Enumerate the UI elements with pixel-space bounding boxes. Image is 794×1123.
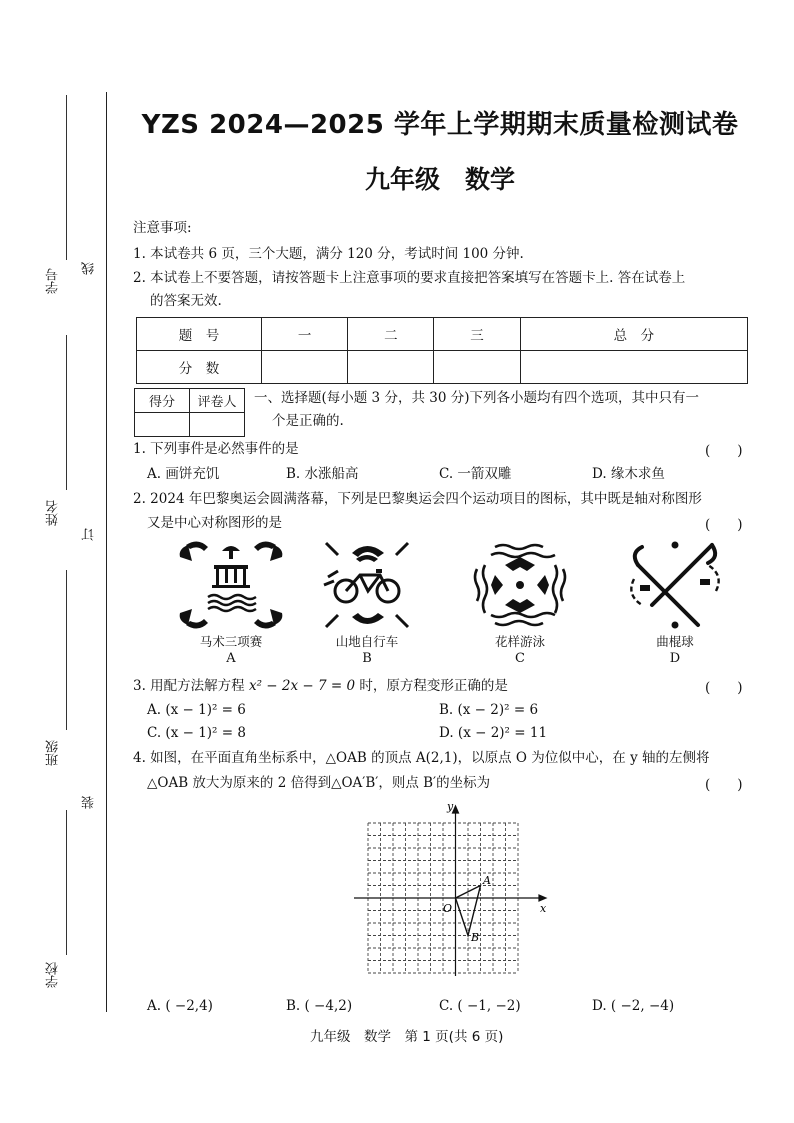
score-header-label: 题 号: [137, 318, 262, 351]
q4-stem: 4. 如图，在平面直角坐标系中，△OAB 的顶点 A(2,1)，以原点 O 为位似中心，在 y 轴的左侧将: [133, 750, 710, 766]
class-blank[interactable]: [66, 570, 67, 730]
q2-stem: 2. 2024 年巴黎奥运会圆满落幕，下列是巴黎奥运会四个运动项目的图标，其中既是轴对称图形: [133, 491, 702, 507]
score-row-label: 分 数: [137, 351, 262, 384]
q2-letter-c: C: [515, 651, 525, 666]
notes-heading: 注意事项:: [133, 220, 192, 236]
q3-option-d: D. (x − 2)² = 11: [439, 725, 548, 741]
notes-item-1: 1. 本试卷共 6 页，三个大题，满分 120 分，考试时间 100 分钟.: [133, 246, 524, 262]
q1-answer-blank[interactable]: ( ): [705, 443, 743, 459]
q4-option-d: D. ( −2, −4): [592, 998, 675, 1014]
grader-table: [134, 388, 245, 437]
q4-option-a: A. ( −2,4): [147, 998, 213, 1014]
q4-option-b: B. ( −4,2): [286, 998, 353, 1014]
name-blank[interactable]: [66, 335, 67, 490]
q4-coordinate-figure: [350, 798, 560, 980]
artistic-swimming-icon: [465, 535, 575, 635]
score-header-2: 二: [348, 318, 434, 351]
page-footer: 九年级 数学 第 1 页(共 6 页): [310, 1029, 504, 1045]
q3-option-b: B. (x − 2)² = 6: [439, 702, 539, 718]
mountain-bike-icon: [312, 535, 422, 635]
q3-equation: x² − 2x − 7 = 0: [248, 678, 356, 694]
score-table: [136, 317, 748, 384]
student-id-label: 学号: [46, 268, 61, 294]
q3-answer-blank[interactable]: ( ): [705, 680, 743, 696]
q2-caption-d: 曲棍球: [656, 634, 694, 649]
grader-reviewer-label: 评卷人: [190, 389, 245, 413]
score-header-total: 总 分: [520, 318, 747, 351]
notes-item-2-cont: 的答案无效.: [150, 293, 222, 309]
q2-answer-blank[interactable]: ( ): [705, 517, 743, 533]
q1-stem: 1. 下列事件是必然事件的是: [133, 441, 299, 457]
q4-point-o: O: [443, 902, 453, 915]
exam-title: YZS 2024—2025 学年上学期期末质量检测试卷: [141, 110, 739, 140]
q4-point-b: B: [471, 931, 480, 944]
school-blank[interactable]: [66, 810, 67, 955]
notes-item-2: 2. 本试卷上不要答题，请按答题卡上注意事项的要求直接把答案填写在答题卡上. 答在试卷上: [133, 270, 686, 286]
q4-answer-blank[interactable]: ( ): [705, 777, 743, 793]
section1-heading-cont: 个是正确的.: [272, 413, 344, 429]
q2-letter-a: A: [226, 651, 236, 666]
score-cell-total[interactable]: [520, 351, 747, 384]
q1-option-d: D. 缘木求鱼: [592, 466, 665, 482]
q4-option-c: C. ( −1, −2): [439, 998, 521, 1014]
q1-option-b: B. 水涨船高: [286, 466, 359, 482]
grader-reviewer-cell[interactable]: [190, 413, 245, 437]
q1-option-c: C. 一箭双雕: [439, 466, 512, 482]
q3-option-a: A. (x − 1)² = 6: [147, 702, 246, 718]
q1-option-a: A. 画饼充饥: [147, 466, 220, 482]
score-cell-3[interactable]: [434, 351, 520, 384]
section1-heading: 一、选择题(每小题 3 分，共 30 分)下列各小题均有四个选项，其中只有一: [254, 390, 699, 406]
q2-caption-b: 山地自行车: [335, 634, 399, 649]
score-header-1: 一: [262, 318, 348, 351]
q2-caption-c: 花样游泳: [494, 634, 545, 649]
exam-subtitle: 九年级 数学: [364, 165, 515, 194]
q4-point-a: A: [483, 874, 491, 887]
q4-y-axis-arrow: [453, 806, 459, 813]
score-cell-1[interactable]: [262, 351, 348, 384]
q4-x-label: x: [540, 902, 547, 915]
q4-x-axis-arrow: [539, 895, 546, 901]
q4-y-label: y: [447, 800, 454, 813]
q2-letter-d: D: [669, 651, 681, 666]
cut-mark-staple: 订: [82, 528, 97, 541]
school-label: 学校: [46, 962, 61, 988]
class-label: 班级: [46, 740, 61, 766]
cut-mark-bind: 装: [82, 796, 97, 809]
score-cell-2[interactable]: [348, 351, 434, 384]
equestrian-icon: [176, 535, 286, 635]
q3-stem: 3. 用配方法解方程 x² − 2x − 7 = 0 时，原方程变形正确的是: [133, 678, 508, 694]
name-label: 姓名: [46, 500, 61, 526]
q2-caption-a: 马术三项赛: [199, 634, 263, 649]
binding-line: [106, 92, 107, 1012]
cut-mark-line: 线: [82, 262, 97, 275]
q3-option-c: C. (x − 1)² = 8: [147, 725, 246, 741]
score-header-3: 三: [434, 318, 520, 351]
hockey-icon: [620, 535, 730, 635]
grader-score-cell[interactable]: [135, 413, 190, 437]
student-id-blank[interactable]: [66, 95, 67, 260]
grader-score-label: 得分: [135, 389, 190, 413]
q2-stem-cont: 又是中心对称图形的是: [147, 515, 282, 531]
q2-letter-b: B: [362, 651, 372, 666]
q4-stem-cont: △OAB 放大为原来的 2 倍得到△OA′B′，则点 B′的坐标为: [147, 775, 491, 791]
